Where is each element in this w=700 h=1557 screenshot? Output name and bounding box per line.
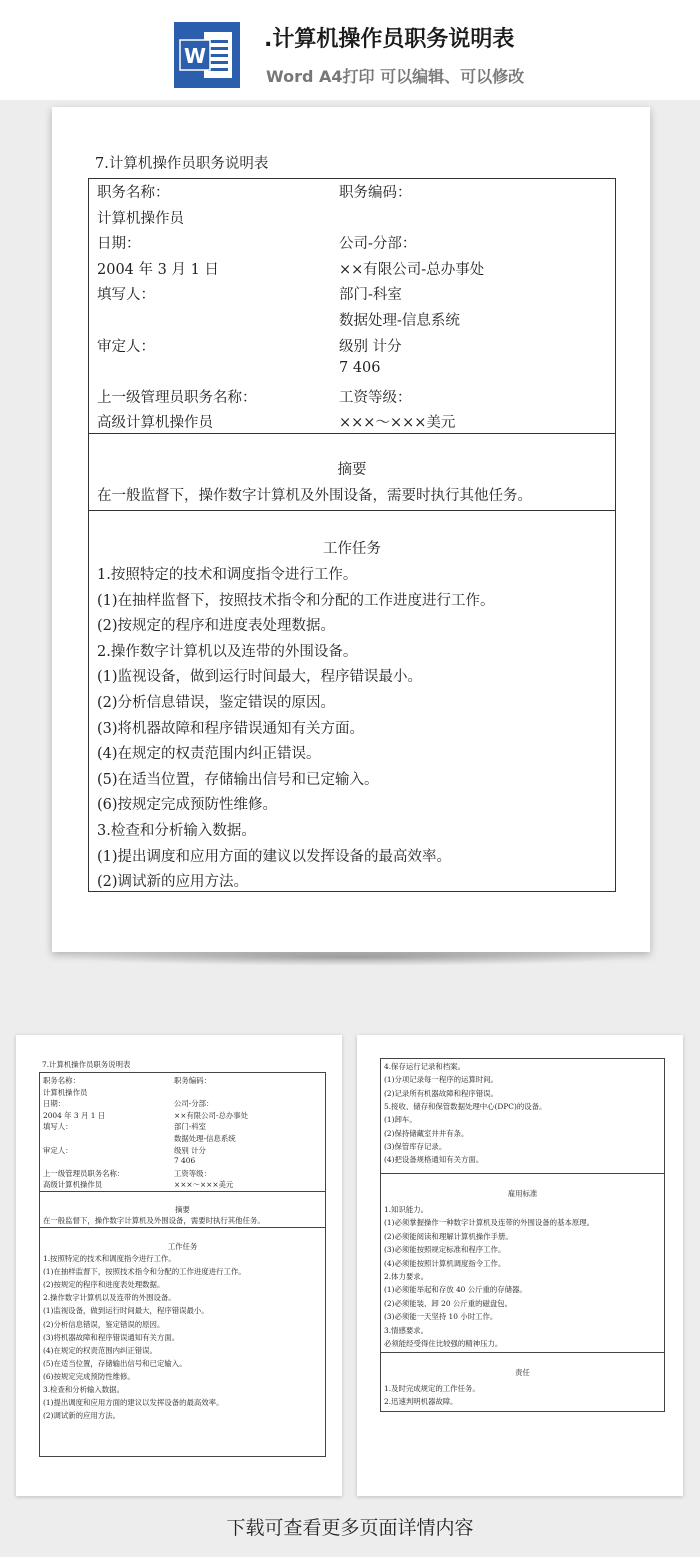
task-item: 2.操作数字计算机以及连带的外围设备。 [97, 643, 358, 660]
thumb1-info-value: 级别 计分 [174, 1145, 206, 1155]
info-value: 公司-分部： [339, 236, 417, 253]
thumb2-section1-item: (2)记录所有机器故障和程序错误。 [384, 1088, 498, 1098]
thumb1-info-value: 工资等级： [174, 1168, 211, 1178]
thumb2-hiring-item: (2)必须能装、卸 20 公斤重的磁盘包。 [384, 1298, 513, 1308]
thumb2-hiring-item: (4)必须能按照计算机调度指令工作。 [384, 1258, 506, 1268]
thumb1-task-item: (5)在适当位置，存储输出信号和已定输入。 [43, 1358, 187, 1368]
task-item: (6)按规定完成预防性维修。 [97, 797, 278, 814]
thumb1-task-item: (3)将机器故障和程序错误通知有关方面。 [43, 1332, 180, 1342]
thumb2-hiring-item: (1)必须掌握操作一种数字计算机及连带的外围设备的基本原理。 [384, 1218, 595, 1228]
download-more-link[interactable]: 下载可查看更多页面详情内容 [226, 1517, 474, 1539]
info-value: ××有限公司-总办事处 [339, 261, 485, 278]
thumb1-summary-heading: 摘要 [175, 1205, 190, 1214]
summary-text: 在一般监督下，操作数字计算机及外围设备，需要时执行其他任务。 [97, 488, 532, 504]
info-label: 计算机操作员 [97, 210, 184, 227]
document-title: 7.计算机操作员职务说明表 [95, 156, 269, 172]
info-value: 7 406 [339, 360, 381, 377]
info-table [88, 178, 616, 434]
thumb2-section1-item: 4.保存运行记录和档案。 [384, 1062, 465, 1071]
info-value: 工资等级： [339, 389, 412, 406]
thumb2-section1-box [380, 1058, 665, 1174]
info-value: 职务编码： [339, 185, 412, 201]
info-label: 填写人： [97, 287, 155, 304]
thumb1-info-label: 高级计算机操作员 [43, 1180, 103, 1190]
thumb2-duty-box [380, 1352, 665, 1412]
thumb2-hiring-box [380, 1173, 665, 1353]
task-item: (2)按规定的程序和进度表处理数据。 [97, 618, 336, 635]
thumb1-info-value: 公司-分部： [174, 1099, 214, 1109]
thumb1-info-value: 职务编码： [174, 1076, 211, 1085]
thumb1-tasks-box [39, 1227, 326, 1457]
thumb1-task-item: (4)在规定的权责范围内纠正错误。 [43, 1345, 157, 1355]
thumb2-hiring-item: 2.体力要求。 [384, 1272, 429, 1281]
info-value: 数据处理-信息系统 [339, 313, 460, 329]
info-label: 审定人： [97, 338, 155, 355]
thumbnail-page-1[interactable] [16, 1035, 342, 1496]
thumb2-duty-item: 2.迅速判明机器故障。 [384, 1397, 458, 1407]
thumb2-section1-item: (1)卸车。 [384, 1115, 417, 1125]
thumb1-info-label: 填写人： [43, 1122, 73, 1132]
info-value: 部门-科室 [339, 287, 402, 304]
thumb2-hiring-item: (3)必须能按照规定标准和程序工作。 [384, 1245, 506, 1255]
thumb1-task-item: (1)在抽样监督下，按照技术指令和分配的工作进度进行工作。 [43, 1267, 246, 1277]
thumb2-section1-item: (2)保持储藏室井井有条。 [384, 1128, 469, 1138]
task-item: 1.按照特定的技术和调度指令进行工作。 [97, 567, 358, 583]
task-item: (1)提出调度和应用方面的建议以发挥设备的最高效率。 [97, 848, 452, 865]
tasks-heading: 工作任务 [323, 541, 381, 557]
thumb2-hiring-item: (1)必须能举起和存放 40 公斤重的存储器。 [384, 1285, 527, 1295]
info-value: 级别 计分 [339, 338, 402, 355]
thumb2-duty-item: 1.及时完成规定的工作任务。 [384, 1384, 480, 1393]
thumb2-hiring-item: 1.知识能力。 [384, 1205, 429, 1214]
info-label: 职务名称： [97, 185, 170, 201]
thumb2-section1-item: (4)把设备规格通知有关方面。 [384, 1155, 484, 1165]
thumb1-info-label: 审定人： [43, 1145, 73, 1155]
thumb1-info-value: 数据处理-信息系统 [174, 1134, 236, 1143]
thumb1-info-label: 职务名称： [43, 1076, 80, 1085]
info-label: 2004 年 3 月 1 日 [97, 261, 219, 278]
task-item: (2)分析信息错误，鉴定错误的原因。 [97, 695, 336, 711]
thumb2-hiring-item: 必须能经受得住比较强的精神压力。 [384, 1339, 503, 1348]
thumb1-info-label: 日期： [43, 1099, 66, 1109]
thumb1-info-value: 部门-科室 [174, 1122, 207, 1132]
thumb1-task-item: 2.操作数字计算机以及连带的外围设备。 [43, 1293, 176, 1303]
thumb2-hiring-item: (3)必须能一天坚持 10 小时工作。 [384, 1312, 498, 1322]
summary-table [88, 433, 616, 511]
thumbnail-page-2[interactable] [357, 1035, 683, 1496]
thumb1-info-value: ×××～×××美元 [174, 1180, 234, 1190]
thumb1-task-item: (2)分析信息错误，鉴定错误的原因。 [43, 1319, 165, 1329]
thumb1-info-label: 计算机操作员 [43, 1087, 88, 1097]
page-title: .计算机操作员职务说明表 [264, 27, 515, 52]
thumb1-info-value: 7 406 [174, 1156, 196, 1166]
thumb1-info-value: ××有限公司-总办事处 [174, 1110, 249, 1120]
word-document-icon [174, 22, 240, 88]
header-bar [0, 0, 700, 100]
task-item: (1)监视设备，做到运行时间最大，程序错误最小。 [97, 669, 423, 686]
thumb1-tasks-heading: 工作任务 [167, 1242, 198, 1251]
task-item: (3)将机器故障和程序错误通知有关方面。 [97, 720, 365, 737]
thumb2-hiring-heading: 雇用标准 [507, 1189, 538, 1198]
thumb1-task-item: (1)提出调度和应用方面的建议以发挥设备的最高效率。 [43, 1398, 224, 1408]
thumb1-task-item: (6)按规定完成预防性维修。 [43, 1371, 135, 1381]
task-item: (2)调试新的应用方法。 [97, 874, 249, 891]
thumb1-info-label: 2004 年 3 月 1 日 [43, 1110, 106, 1120]
thumb1-task-item: (2)按规定的程序和进度表处理数据。 [43, 1280, 165, 1290]
info-label: 上一级管理员职务名称： [97, 389, 257, 406]
tasks-table [88, 510, 616, 892]
thumb2-duty-heading: 责任 [515, 1368, 530, 1377]
thumb1-doc-title: 7.计算机操作员职务说明表 [42, 1060, 131, 1069]
thumb1-task-item: 3.检查和分析输入数据。 [43, 1385, 124, 1394]
thumb2-hiring-item: 3.情感要求。 [384, 1325, 429, 1335]
info-label: 日期： [97, 236, 141, 253]
thumb1-info-label: 上一级管理员职务名称： [43, 1168, 125, 1178]
task-item: (1)在抽样监督下，按照技术指令和分配的工作进度进行工作。 [97, 592, 495, 609]
thumb2-section1-item: 5.接收、储存和保管数据处理中心(DPC)的设备。 [384, 1101, 547, 1111]
thumb1-task-item: (2)调试新的应用方法。 [43, 1411, 120, 1421]
task-item: (4)在规定的权责范围内纠正错误。 [97, 746, 321, 763]
thumb2-hiring-item: (2)必须能阅读和理解计算机操作手册。 [384, 1231, 513, 1241]
thumb2-section1-item: (3)保管库存记录。 [384, 1141, 447, 1151]
thumb1-task-item: 1.按照特定的技术和调度指令进行工作。 [43, 1254, 176, 1263]
info-label: 高级计算机操作员 [97, 415, 213, 432]
svg-text:W: W [183, 44, 207, 68]
thumb2-section1-item: (1)分项记录每一程序的运算时间。 [384, 1075, 498, 1085]
thumb1-info-box [39, 1072, 326, 1192]
thumb1-summary-box [39, 1191, 326, 1228]
thumb1-task-item: (1)监视设备，做到运行时间最大，程序错误最小。 [43, 1306, 209, 1316]
info-value: ×××～×××美元 [339, 415, 456, 432]
summary-heading: 摘要 [337, 462, 367, 478]
task-item: (5)在适当位置，存储输出信号和已定输入。 [97, 771, 379, 788]
thumb1-summary-text: 在一般监督下，操作数字计算机及外围设备，需要时执行其他任务。 [43, 1216, 265, 1225]
page-subtitle: Word A4打印 可以编辑、可以修改 [266, 67, 525, 86]
task-item: 3.检查和分析输入数据。 [97, 823, 256, 839]
